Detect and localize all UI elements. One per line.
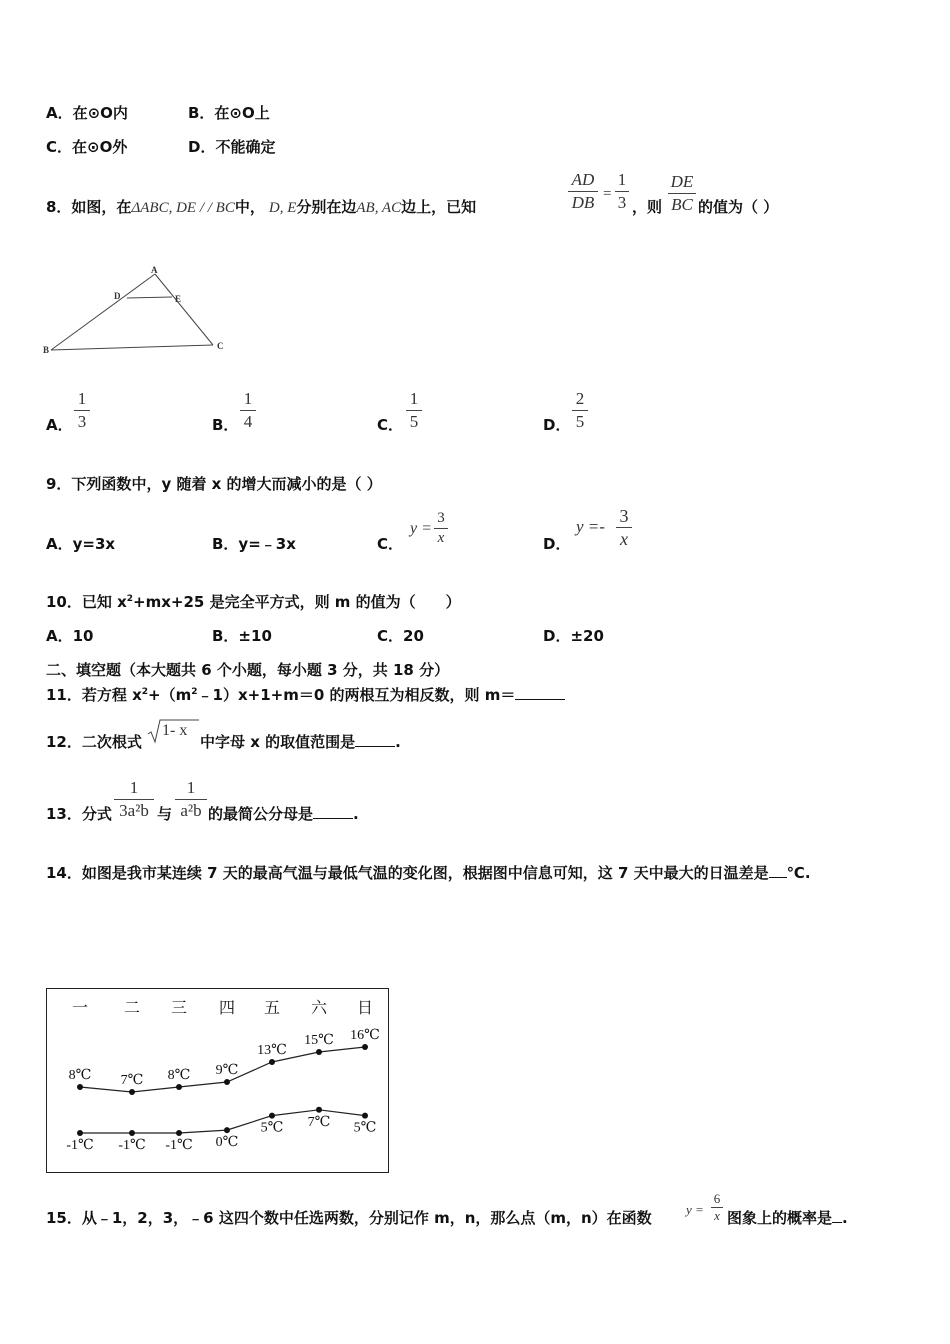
low-temp-label-2: -1℃ (118, 1138, 146, 1153)
q15-stem-pre: 15．从﹣1，2，3，﹣6 这四个数中任选两数，分别记作 m，n，那么点（m，n）在函数 (46, 1209, 652, 1227)
high-temp-point-4 (224, 1079, 230, 1085)
vertex-e-label: E (175, 294, 182, 304)
q8-option-b-label: B． (212, 416, 239, 434)
q10-option-c: C．20 (377, 627, 424, 645)
q8-option-d-fraction: 2 5 (572, 389, 588, 432)
q13-answer-blank (313, 804, 353, 819)
high-temp-point-3 (176, 1084, 182, 1090)
high-temp-label-6: 15℃ (304, 1033, 334, 1048)
q12-stem-post: 中字母 x 的取值范围是 . (200, 733, 401, 751)
q9-option-a: A．y=3x (46, 535, 116, 553)
q13-fraction-1: 1 3a²b (114, 778, 154, 821)
side-ac (155, 274, 213, 345)
q8-given-fraction: AD DB (568, 170, 598, 213)
segment-de (127, 297, 172, 298)
q8-option-b-fraction: 1 4 (240, 389, 256, 432)
q9-option-c-label: C． (377, 535, 404, 553)
q8-ask-fraction: DE BC (668, 172, 696, 215)
vertex-a-label: A (151, 265, 158, 275)
high-temp-label-2: 7℃ (120, 1073, 144, 1088)
q9-option-b: B．y=﹣3x (212, 535, 296, 553)
q8-value-fraction: 1 3 (615, 170, 629, 213)
day-label-1: 一 (71, 1000, 89, 1017)
high-temp-point-7 (362, 1044, 368, 1050)
low-temp-point-3 (176, 1130, 182, 1136)
high-temp-point-1 (77, 1084, 83, 1090)
q8-then: ，则 (632, 198, 663, 216)
q9-option-c-lhs: y = (410, 520, 432, 537)
day-label-3: 三 (170, 1000, 188, 1017)
q7-option-d: D．不能确定 (188, 138, 276, 156)
low-temp-point-5 (269, 1113, 275, 1119)
q11-answer-blank (515, 685, 565, 700)
vertex-b-label: B (43, 345, 50, 355)
low-temp-label-4: 0℃ (215, 1135, 239, 1151)
q11-stem: 11．若方程 $x^2+(m^2﹣1)x+1+m=0$ 的两根互为相反数，则 m＝ (46, 684, 565, 705)
q9-option-d-label: D． (543, 535, 571, 553)
q8-option-a-fraction: 1 3 (74, 389, 90, 432)
q7-option-c: C．在⊙O外 (46, 138, 128, 156)
q7-option-a: A．在⊙O内 (46, 104, 128, 122)
q10-option-a: A．10 (46, 627, 94, 645)
low-temp-label-3: -1℃ (165, 1138, 193, 1153)
temperature-chart-svg (47, 989, 387, 1171)
q13-fraction-2: 1 a²b (175, 778, 207, 821)
q8-equals: = (603, 186, 612, 202)
day-label-6: 六 (310, 1000, 328, 1017)
low-temp-point-2 (129, 1130, 135, 1136)
vertex-c-label: C (217, 341, 224, 351)
low-temp-point-7 (362, 1113, 368, 1119)
q15-fraction: 6 x (711, 1192, 723, 1223)
side-bc (51, 345, 213, 350)
q12-stem-pre: 12．二次根式 (46, 733, 142, 751)
q10-option-b: B．±10 (212, 627, 272, 645)
high-temp-point-2 (129, 1089, 135, 1095)
high-temp-label-1: 8℃ (68, 1068, 92, 1083)
q10-option-d: D．±20 (543, 627, 604, 645)
q9-option-d-fraction: 3 x (616, 506, 632, 549)
side-ab (51, 274, 155, 350)
q13-stem-pre: 13．分式 (46, 805, 112, 823)
q9-stem: 9．下列函数中，y 随着 x 的增大而减小的是（ ） (46, 475, 382, 493)
high-temp-point-6 (316, 1049, 322, 1055)
q8-option-c-fraction: 1 5 (406, 389, 422, 432)
high-temp-label-4: 9℃ (215, 1063, 239, 1078)
q7-option-b: B．在⊙O上 (188, 104, 270, 122)
q8-tail: 的值为（ ） (698, 198, 779, 216)
q14-stem: 14．如图是我市某连续 7 天的最高气温与最低气温的变化图，根据图中信息可知，这 7 天中最大的日温差是 ℃. (46, 864, 811, 882)
day-label-5: 五 (263, 1000, 281, 1017)
q10-stem: 10．已知 $x^2+mx+25$ 是完全平方式，则 m 的值为（ ） (46, 593, 461, 611)
temperature-chart (46, 988, 389, 1173)
q12-answer-blank (355, 732, 395, 747)
q12-radicand: 1- x (162, 722, 188, 739)
low-temp-label-6: 7℃ (307, 1114, 331, 1130)
low-temp-label-7: 5℃ (353, 1120, 377, 1136)
q13-stem-post: 的最简公分母是 . (208, 805, 359, 823)
q15-stem-post: 图象上的概率是 . (727, 1209, 848, 1227)
day-label-7: 日 (356, 1000, 374, 1017)
day-label-2: 二 (123, 1000, 141, 1017)
section-fill-in-heading: 二、填空题（本大题共 6 个小题，每小题 3 分，共 18 分） (46, 661, 450, 679)
low-temp-label-1: -1℃ (66, 1138, 94, 1153)
high-temp-label-7: 16℃ (350, 1028, 380, 1043)
q15-answer-blank (832, 1208, 842, 1223)
q9-option-c-fraction: 3 x (434, 510, 448, 547)
q8-option-a-label: A． (46, 416, 73, 434)
q8-option-d-label: D． (543, 416, 571, 434)
high-temp-label-3: 8℃ (167, 1068, 191, 1083)
low-temp-label-5: 5℃ (260, 1120, 284, 1136)
q15-lhs: y = (686, 1202, 704, 1217)
q8-stem: 8．如图，在ΔABC, DE / / BC中， D, E分别在边AB, AC边上，已知 (46, 198, 477, 216)
q9-option-d-lhs: y =- (576, 517, 605, 536)
vertex-d-label: D (114, 291, 121, 301)
low-temp-point-6 (316, 1107, 322, 1113)
low-temp-point-4 (224, 1127, 230, 1133)
high-temp-label-5: 13℃ (257, 1043, 287, 1058)
low-temp-point-1 (77, 1130, 83, 1136)
q14-answer-blank (769, 863, 787, 878)
q8-option-c-label: C． (377, 416, 404, 434)
day-label-4: 四 (218, 1000, 236, 1017)
high-temp-point-5 (269, 1059, 275, 1065)
q13-and: 与 (157, 805, 173, 823)
triangle-figure (40, 262, 240, 362)
